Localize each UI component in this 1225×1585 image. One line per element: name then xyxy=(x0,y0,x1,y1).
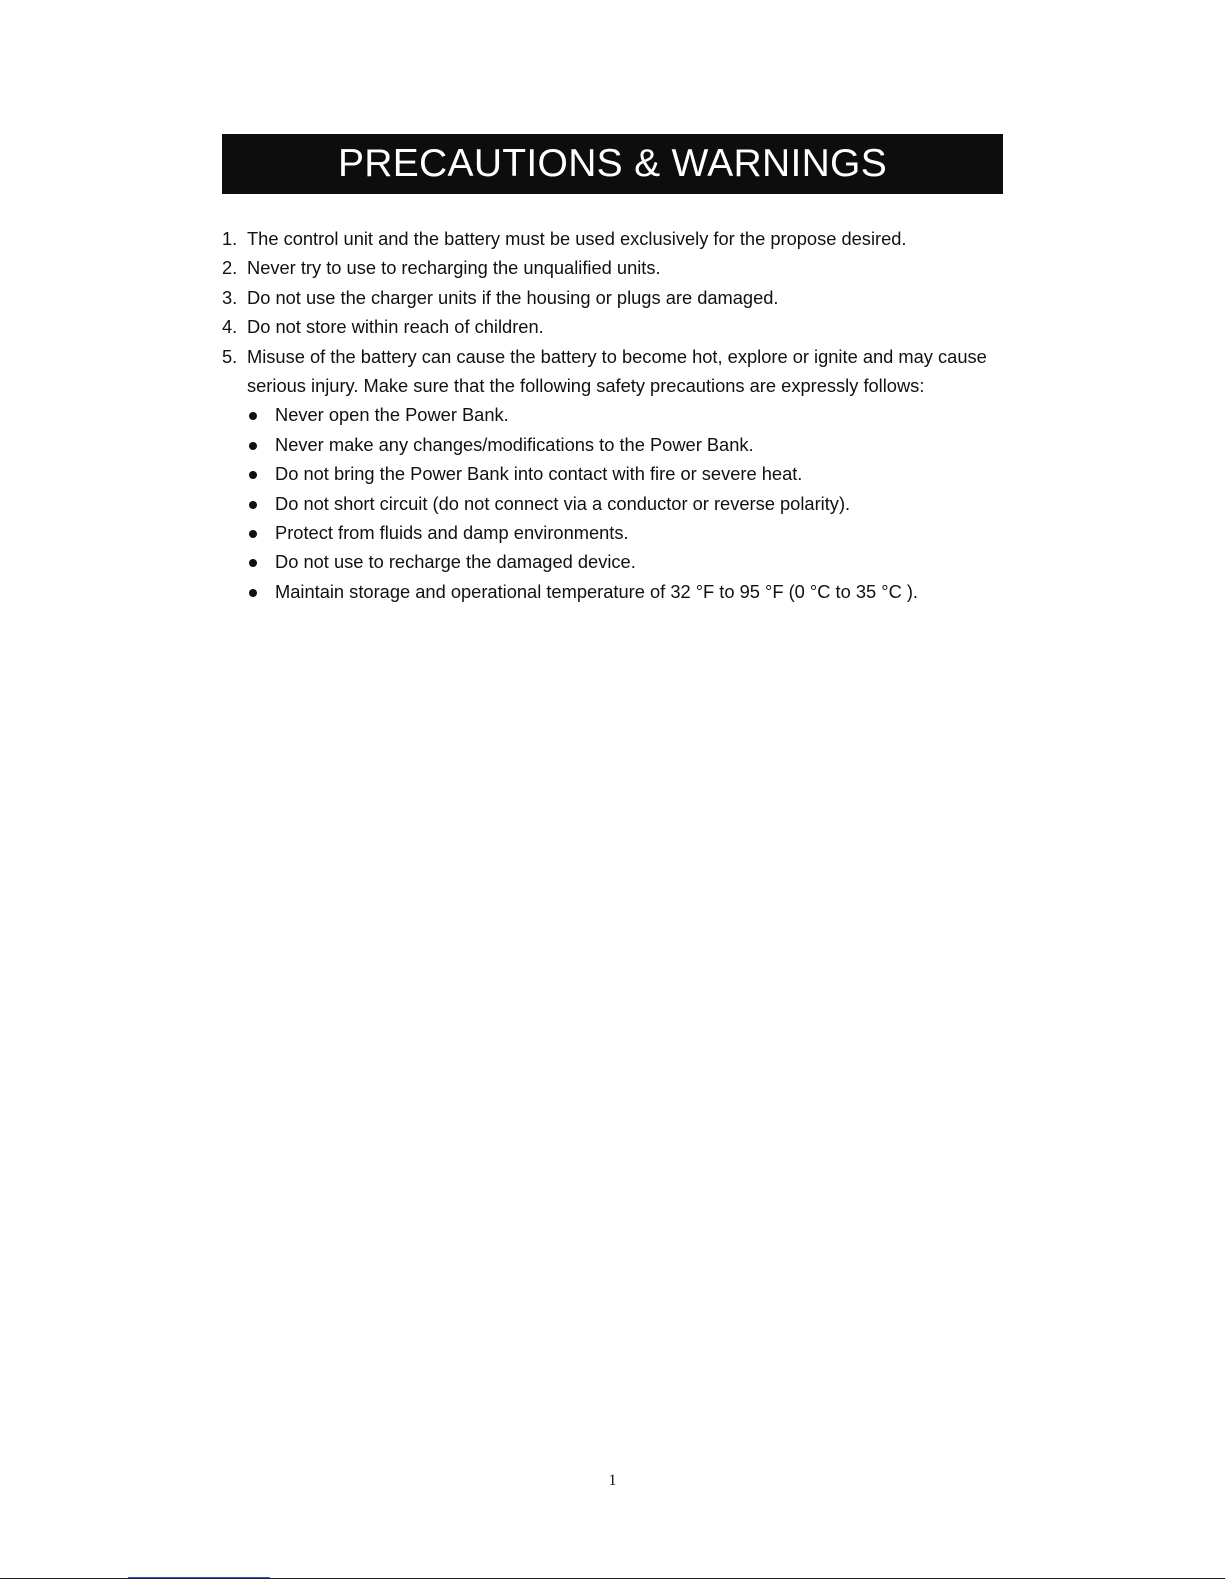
item-text: The control unit and the battery must be used exclusively for the propose desired. xyxy=(247,228,907,249)
bullet-text: Maintain storage and operational temperature of 32 °F to 95 °F (0 °C to 35 °C ). xyxy=(275,580,919,602)
bullet-dot-icon xyxy=(246,489,275,518)
bullet-text: Never make any changes/modifications to the Power Bank. xyxy=(275,433,754,455)
footer-link-underline xyxy=(128,1577,270,1578)
page-title: PRECAUTIONS & WARNINGS xyxy=(337,142,888,185)
bullet-item xyxy=(246,400,1012,429)
bullet-item xyxy=(246,489,1012,518)
bullet-text: Do not short circuit (do not connect via a conductor or reverse polarity). xyxy=(275,492,851,514)
item-number: 3. xyxy=(222,286,238,308)
safety-bullet-list xyxy=(222,400,1012,606)
bullet-item xyxy=(246,459,1012,488)
bullet-text: Do not use to recharge the damaged device. xyxy=(275,551,636,573)
bullet-text: Protect from fluids and damp environments. xyxy=(275,522,629,544)
bullet-text: Never open the Power Bank. xyxy=(275,404,509,426)
title-banner xyxy=(222,134,1003,194)
list-item xyxy=(222,312,1012,341)
list-item xyxy=(222,283,1012,312)
bullet-dot-icon xyxy=(246,459,275,488)
item-text: Never try to use to recharging the unqualified units. xyxy=(247,257,661,279)
bullet-dot-icon xyxy=(246,400,275,429)
precautions-list xyxy=(222,224,1012,606)
bullet-item xyxy=(246,518,1012,547)
item-text: Do not use the charger units if the housing or plugs are damaged. xyxy=(247,286,779,308)
bullet-dot-icon xyxy=(246,577,275,606)
bullet-item xyxy=(246,577,1012,606)
list-item xyxy=(222,342,1012,401)
footer-divider xyxy=(0,1578,1225,1579)
page-number: 1 xyxy=(608,1472,617,1489)
item-number: 1. xyxy=(222,228,238,249)
list-item xyxy=(222,224,1012,253)
bullet-item xyxy=(246,430,1012,459)
item-text: Misuse of the battery can cause the battery to become hot, explore or ignite and may cause serious injury. Make sure that the following safety precautions are expressly follows: xyxy=(247,345,987,397)
item-number: 5. xyxy=(222,345,238,367)
bullet-dot-icon xyxy=(246,430,275,459)
list-item xyxy=(222,253,1012,282)
bullet-dot-icon xyxy=(246,518,275,547)
bullet-text: Do not bring the Power Bank into contact with fire or severe heat. xyxy=(275,463,803,485)
item-number: 2. xyxy=(222,257,238,279)
item-text: Do not store within reach of children. xyxy=(247,316,544,338)
bullet-dot-icon xyxy=(246,547,275,576)
bullet-item xyxy=(246,547,1012,576)
item-number: 4. xyxy=(222,316,238,338)
